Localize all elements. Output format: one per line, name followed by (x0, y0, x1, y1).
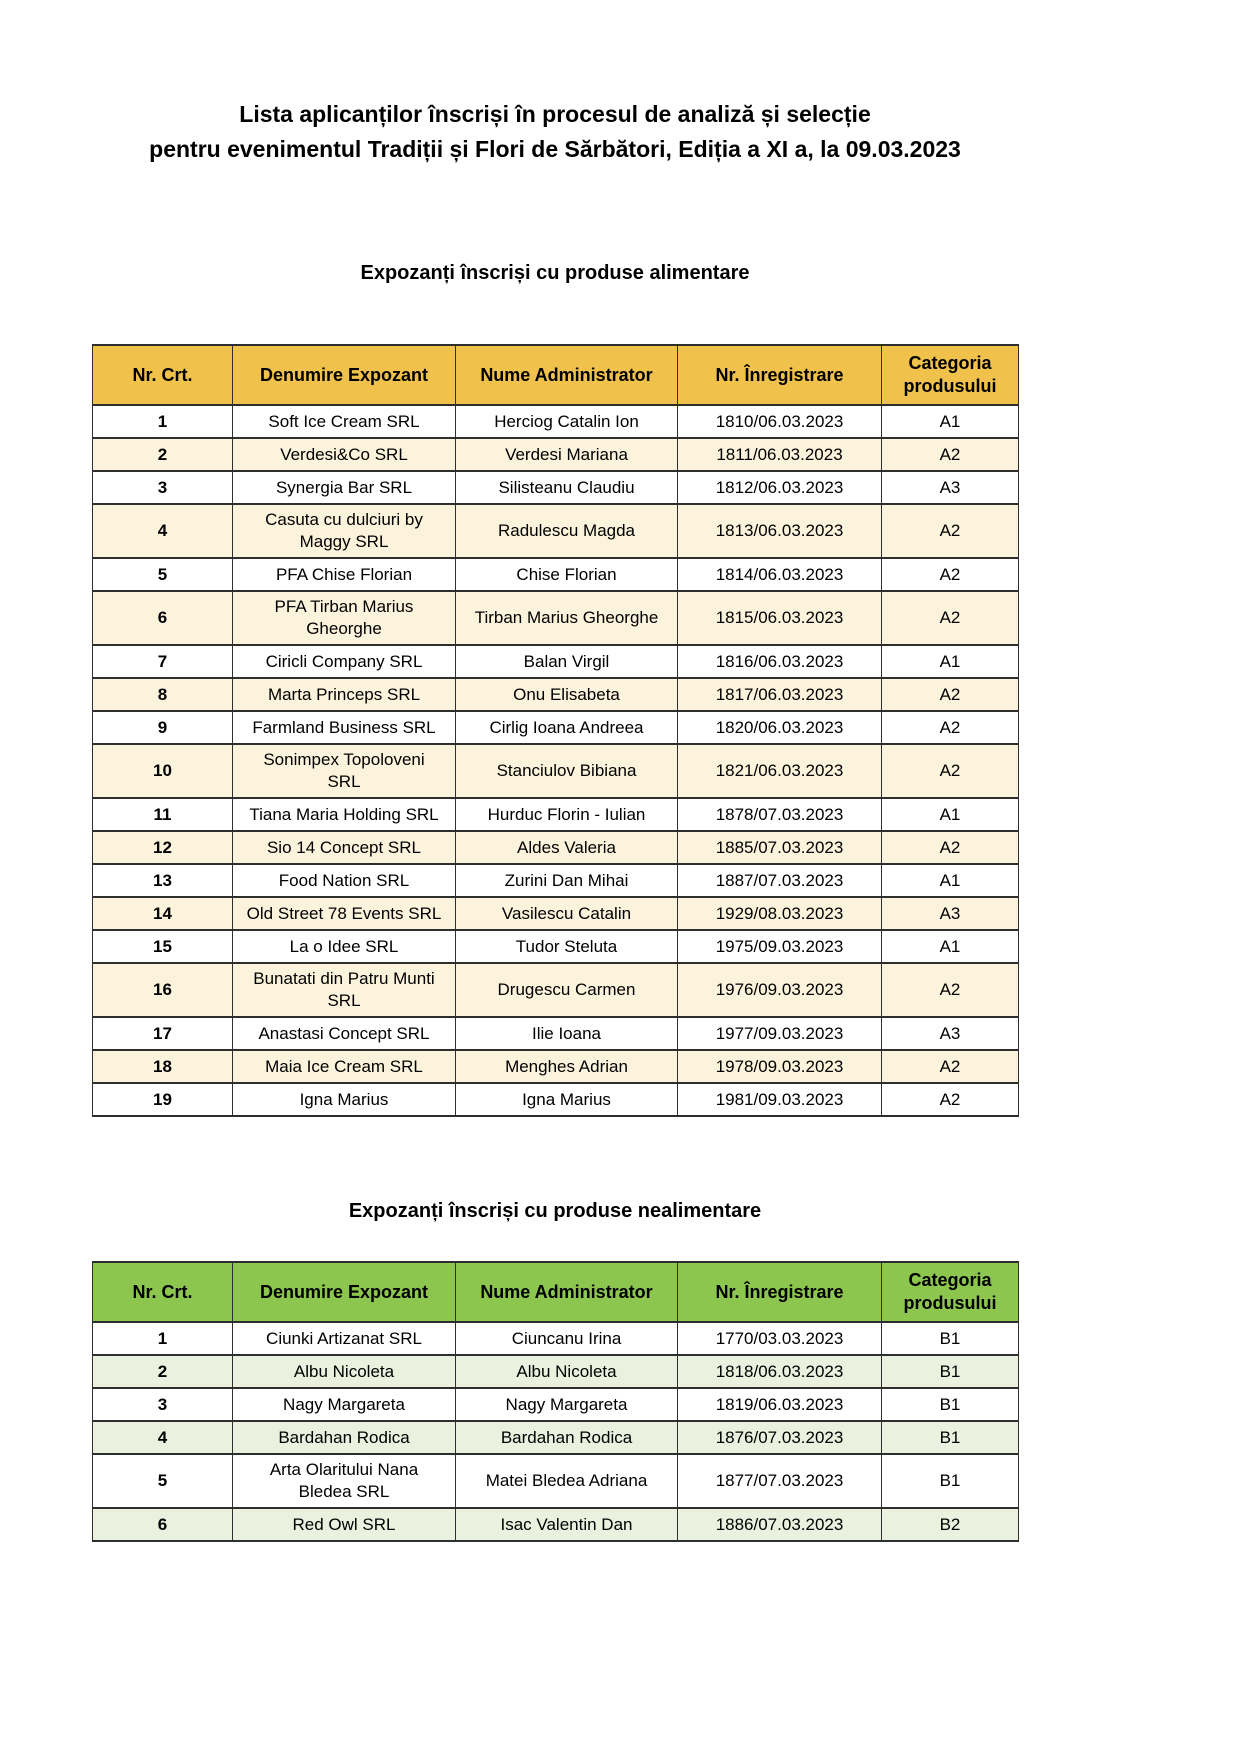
table-row (93, 1454, 1019, 1508)
header-row (93, 1262, 1019, 1322)
cell-nume-administrator: Igna Marius (456, 1083, 678, 1116)
cell-denumire-expozant: Maia Ice Cream SRL (233, 1050, 456, 1083)
cell-nr-crt: 2 (93, 438, 233, 471)
table-row (93, 405, 1019, 438)
cell-denumire-expozant: Synergia Bar SRL (233, 471, 456, 504)
cell-nr-inregistrare: 1818/06.03.2023 (678, 1355, 882, 1388)
table-row (93, 711, 1019, 744)
cell-nume-administrator: Hurduc Florin - Iulian (456, 798, 678, 831)
cell-denumire-expozant: Bunatati din Patru Munti SRL (233, 963, 456, 1017)
cell-nr-crt: 9 (93, 711, 233, 744)
cell-nume-administrator: Stanciulov Bibiana (456, 744, 678, 798)
cell-categoria-produsului: B2 (882, 1508, 1019, 1541)
cell-categoria-produsului: A2 (882, 831, 1019, 864)
header-row (93, 345, 1019, 405)
cell-denumire-expozant: Nagy Margareta (233, 1388, 456, 1421)
column-header-denumire-expozant: Denumire Expozant (233, 1262, 456, 1322)
cell-nume-administrator: Matei Bledea Adriana (456, 1454, 678, 1508)
cell-nr-inregistrare: 1877/07.03.2023 (678, 1454, 882, 1508)
food-table-body (93, 405, 1019, 1116)
cell-nume-administrator: Zurini Dan Mihai (456, 864, 678, 897)
cell-nr-inregistrare: 1819/06.03.2023 (678, 1388, 882, 1421)
table-row (93, 1388, 1019, 1421)
document-content (92, 0, 1018, 1542)
cell-nr-crt: 10 (93, 744, 233, 798)
cell-nume-administrator: Tudor Steluta (456, 930, 678, 963)
food-exhibitors-table (92, 344, 1019, 1117)
cell-nume-administrator: Tirban Marius Gheorghe (456, 591, 678, 645)
cell-nr-inregistrare: 1821/06.03.2023 (678, 744, 882, 798)
table-row (93, 1017, 1019, 1050)
cell-nr-inregistrare: 1820/06.03.2023 (678, 711, 882, 744)
table-row (93, 438, 1019, 471)
cell-denumire-expozant: Farmland Business SRL (233, 711, 456, 744)
cell-denumire-expozant: Ciricli Company SRL (233, 645, 456, 678)
cell-nr-crt: 19 (93, 1083, 233, 1116)
cell-categoria-produsului: B1 (882, 1355, 1019, 1388)
cell-categoria-produsului: A2 (882, 678, 1019, 711)
cell-denumire-expozant: PFA Chise Florian (233, 558, 456, 591)
nonfood-exhibitors-table (92, 1261, 1019, 1542)
nonfood-table-body (93, 1322, 1019, 1541)
cell-categoria-produsului: A1 (882, 405, 1019, 438)
cell-nr-inregistrare: 1887/07.03.2023 (678, 864, 882, 897)
table-row (93, 831, 1019, 864)
column-header-nr-crt: Nr. Crt. (93, 345, 233, 405)
cell-denumire-expozant: Albu Nicoleta (233, 1355, 456, 1388)
table-row (93, 645, 1019, 678)
cell-nr-crt: 12 (93, 831, 233, 864)
table-row (93, 471, 1019, 504)
cell-nume-administrator: Onu Elisabeta (456, 678, 678, 711)
cell-categoria-produsului: B1 (882, 1454, 1019, 1508)
column-header-nume-administrator: Nume Administrator (456, 345, 678, 405)
cell-nr-inregistrare: 1810/06.03.2023 (678, 405, 882, 438)
cell-nr-inregistrare: 1977/09.03.2023 (678, 1017, 882, 1050)
cell-nr-inregistrare: 1770/03.03.2023 (678, 1322, 882, 1355)
cell-nume-administrator: Ilie Ioana (456, 1017, 678, 1050)
cell-nr-inregistrare: 1929/08.03.2023 (678, 897, 882, 930)
cell-categoria-produsului: A3 (882, 897, 1019, 930)
cell-denumire-expozant: Casuta cu dulciuri by Maggy SRL (233, 504, 456, 558)
cell-nume-administrator: Vasilescu Catalin (456, 897, 678, 930)
cell-nume-administrator: Aldes Valeria (456, 831, 678, 864)
cell-denumire-expozant: Verdesi&Co SRL (233, 438, 456, 471)
cell-nr-crt: 5 (93, 558, 233, 591)
cell-categoria-produsului: B1 (882, 1421, 1019, 1454)
cell-nr-crt: 11 (93, 798, 233, 831)
cell-categoria-produsului: A2 (882, 591, 1019, 645)
cell-nr-crt: 7 (93, 645, 233, 678)
cell-nume-administrator: Nagy Margareta (456, 1388, 678, 1421)
cell-denumire-expozant: Bardahan Rodica (233, 1421, 456, 1454)
cell-denumire-expozant: Marta Princeps SRL (233, 678, 456, 711)
cell-nr-crt: 5 (93, 1454, 233, 1508)
cell-nume-administrator: Cirlig Ioana Andreea (456, 711, 678, 744)
cell-nume-administrator: Radulescu Magda (456, 504, 678, 558)
cell-denumire-expozant: Old Street 78 Events SRL (233, 897, 456, 930)
table-row (93, 963, 1019, 1017)
cell-nr-crt: 1 (93, 405, 233, 438)
cell-categoria-produsului: A1 (882, 798, 1019, 831)
cell-nr-crt: 3 (93, 1388, 233, 1421)
cell-nr-inregistrare: 1812/06.03.2023 (678, 471, 882, 504)
cell-categoria-produsului: A2 (882, 438, 1019, 471)
cell-categoria-produsului: A2 (882, 558, 1019, 591)
table-row (93, 930, 1019, 963)
cell-categoria-produsului: A2 (882, 963, 1019, 1017)
cell-nr-inregistrare: 1885/07.03.2023 (678, 831, 882, 864)
cell-nr-inregistrare: 1813/06.03.2023 (678, 504, 882, 558)
cell-nr-inregistrare: 1876/07.03.2023 (678, 1421, 882, 1454)
table-row (93, 504, 1019, 558)
cell-categoria-produsului: A1 (882, 864, 1019, 897)
column-header-categoria-produsului: Categoria produsului (882, 1262, 1019, 1322)
cell-nume-administrator: Menghes Adrian (456, 1050, 678, 1083)
cell-nume-administrator: Balan Virgil (456, 645, 678, 678)
cell-nr-crt: 8 (93, 678, 233, 711)
cell-nr-inregistrare: 1814/06.03.2023 (678, 558, 882, 591)
column-header-nr-inregistrare: Nr. Înregistrare (678, 345, 882, 405)
cell-categoria-produsului: A3 (882, 471, 1019, 504)
cell-denumire-expozant: Igna Marius (233, 1083, 456, 1116)
cell-nume-administrator: Drugescu Carmen (456, 963, 678, 1017)
cell-nr-crt: 13 (93, 864, 233, 897)
cell-categoria-produsului: A2 (882, 744, 1019, 798)
table-row (93, 591, 1019, 645)
cell-nume-administrator: Chise Florian (456, 558, 678, 591)
cell-nr-crt: 14 (93, 897, 233, 930)
table-row (93, 744, 1019, 798)
cell-denumire-expozant: Soft Ice Cream SRL (233, 405, 456, 438)
table-row (93, 558, 1019, 591)
cell-nr-crt: 3 (93, 471, 233, 504)
cell-nr-inregistrare: 1817/06.03.2023 (678, 678, 882, 711)
cell-denumire-expozant: Arta Olaritului Nana Bledea SRL (233, 1454, 456, 1508)
cell-nr-crt: 4 (93, 504, 233, 558)
cell-nr-inregistrare: 1816/06.03.2023 (678, 645, 882, 678)
document-title-line2: pentru evenimentul Tradiții și Flori de Sărbători, Ediția a XI a, la 09.03.2023 (149, 136, 961, 162)
cell-denumire-expozant: Ciunki Artizanat SRL (233, 1322, 456, 1355)
cell-nr-inregistrare: 1811/06.03.2023 (678, 438, 882, 471)
cell-categoria-produsului: A2 (882, 711, 1019, 744)
table-row (93, 1421, 1019, 1454)
cell-denumire-expozant: Red Owl SRL (233, 1508, 456, 1541)
cell-nr-crt: 17 (93, 1017, 233, 1050)
cell-nr-crt: 15 (93, 930, 233, 963)
cell-nr-crt: 18 (93, 1050, 233, 1083)
column-header-denumire-expozant: Denumire Expozant (233, 345, 456, 405)
cell-nume-administrator: Verdesi Mariana (456, 438, 678, 471)
cell-categoria-produsului: A2 (882, 504, 1019, 558)
cell-nr-inregistrare: 1978/09.03.2023 (678, 1050, 882, 1083)
cell-nr-crt: 2 (93, 1355, 233, 1388)
cell-nume-administrator: Isac Valentin Dan (456, 1508, 678, 1541)
column-header-categoria-produsului: Categoria produsului (882, 345, 1019, 405)
cell-nr-inregistrare: 1878/07.03.2023 (678, 798, 882, 831)
table-row (93, 1355, 1019, 1388)
cell-denumire-expozant: Sonimpex Topoloveni SRL (233, 744, 456, 798)
column-header-nr-inregistrare: Nr. Înregistrare (678, 1262, 882, 1322)
cell-nr-inregistrare: 1815/06.03.2023 (678, 591, 882, 645)
cell-nr-crt: 4 (93, 1421, 233, 1454)
cell-denumire-expozant: Anastasi Concept SRL (233, 1017, 456, 1050)
cell-denumire-expozant: La o Idee SRL (233, 930, 456, 963)
cell-nr-inregistrare: 1981/09.03.2023 (678, 1083, 882, 1116)
cell-categoria-produsului: B1 (882, 1322, 1019, 1355)
food-table-header (93, 345, 1019, 405)
document-title (92, 0, 1018, 167)
cell-nr-crt: 6 (93, 1508, 233, 1541)
cell-nume-administrator: Albu Nicoleta (456, 1355, 678, 1388)
table-row (93, 798, 1019, 831)
table-row (93, 678, 1019, 711)
nonfood-section-heading: Expozanți înscriși cu produse nealimentare (348, 1200, 762, 1222)
cell-nume-administrator: Bardahan Rodica (456, 1421, 678, 1454)
cell-denumire-expozant: Food Nation SRL (233, 864, 456, 897)
cell-nr-inregistrare: 1886/07.03.2023 (678, 1508, 882, 1541)
cell-categoria-produsului: A2 (882, 1083, 1019, 1116)
food-section-heading: Expozanți înscriși cu produse alimentare (360, 262, 750, 284)
document-title-line1: Lista aplicanților înscriși în procesul de analiză și selecție (239, 101, 871, 127)
table-row (93, 1322, 1019, 1355)
cell-categoria-produsului: A3 (882, 1017, 1019, 1050)
cell-nr-crt: 16 (93, 963, 233, 1017)
cell-nume-administrator: Silisteanu Claudiu (456, 471, 678, 504)
table-row (93, 864, 1019, 897)
cell-categoria-produsului: A2 (882, 1050, 1019, 1083)
cell-nr-inregistrare: 1976/09.03.2023 (678, 963, 882, 1017)
cell-nume-administrator: Ciuncanu Irina (456, 1322, 678, 1355)
table-row (93, 1083, 1019, 1116)
cell-nume-administrator: Herciog Catalin Ion (456, 405, 678, 438)
table-row (93, 1508, 1019, 1541)
nonfood-table-header (93, 1262, 1019, 1322)
cell-nr-crt: 1 (93, 1322, 233, 1355)
table-row (93, 897, 1019, 930)
cell-denumire-expozant: Tiana Maria Holding SRL (233, 798, 456, 831)
cell-categoria-produsului: B1 (882, 1388, 1019, 1421)
cell-categoria-produsului: A1 (882, 645, 1019, 678)
column-header-nr-crt: Nr. Crt. (93, 1262, 233, 1322)
cell-nr-inregistrare: 1975/09.03.2023 (678, 930, 882, 963)
cell-categoria-produsului: A1 (882, 930, 1019, 963)
cell-nr-crt: 6 (93, 591, 233, 645)
cell-denumire-expozant: PFA Tirban Marius Gheorghe (233, 591, 456, 645)
column-header-nume-administrator: Nume Administrator (456, 1262, 678, 1322)
cell-denumire-expozant: Sio 14 Concept SRL (233, 831, 456, 864)
table-row (93, 1050, 1019, 1083)
